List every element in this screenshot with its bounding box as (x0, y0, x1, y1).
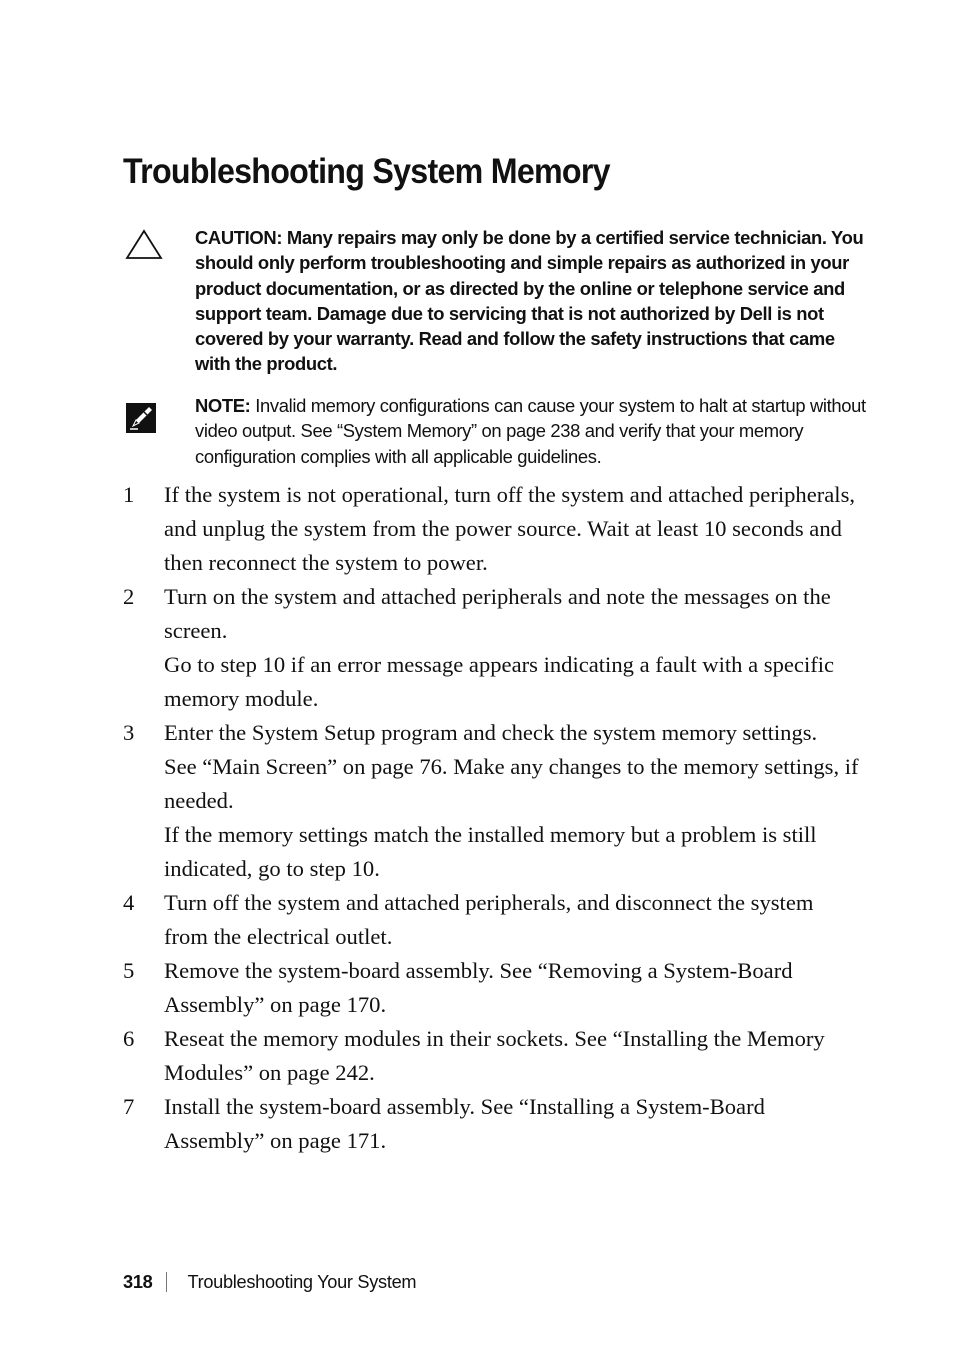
step-number: 2 (123, 584, 135, 609)
step-number: 1 (123, 482, 135, 507)
footer-section-title: Troubleshooting Your System (187, 1272, 417, 1292)
caution-text: CAUTION: Many repairs may only be done by a certified service technician. You should only perform troubleshooting and simple repairs as authorized in your product documentation, or as directed by the online or telephone service and support team. Damage due to servicing that is not authorized by Dell is not covered by your warranty. Read and follow the safety instructions that came with the product. (195, 227, 864, 375)
step-number: 6 (123, 1026, 135, 1051)
step-paragraph: Turn off the system and attached peripherals, and disconnect the system from the electrical outlet. (164, 890, 814, 949)
step-paragraph: Reseat the memory modules in their sockets. See “Installing the Memory Modules” on page 242. (164, 1026, 825, 1085)
step-item (120, 716, 860, 886)
step-paragraph: See “Main Screen” on page 76. Make any changes to the memory settings, if needed. (164, 754, 859, 813)
step-number: 4 (123, 890, 135, 915)
step-item (120, 478, 860, 580)
step-paragraph: Turn on the system and attached peripherals and note the messages on the screen. (164, 584, 831, 643)
caution-triangle-icon (124, 228, 164, 268)
footer-separator (166, 1272, 167, 1292)
note-text (195, 393, 867, 469)
step-paragraph: If the system is not operational, turn off the system and attached peripherals, and unplug the system from the power source. Wait at least 10 seconds and then reconnect the system to power. (164, 482, 856, 575)
page-footer (123, 1272, 416, 1293)
step-paragraph: Go to step 10 if an error message appears indicating a fault with a specific memory module. (164, 652, 835, 711)
step-paragraph: Remove the system-board assembly. See “Removing a System-Board Assembly” on page 170. (164, 958, 793, 1017)
note-body: Invalid memory configurations can cause your system to halt at startup without video output. See “System Memory” on page 238 and verify that your memory configuration complies with all applicable guidelines. (195, 395, 866, 467)
step-item (120, 1090, 860, 1158)
step-number: 7 (123, 1094, 135, 1119)
steps-list (120, 478, 860, 1158)
step-item (120, 954, 860, 1022)
step-paragraph: If the memory settings match the installed memory but a problem is still indicated, go to step 10. (164, 822, 817, 881)
note-label: NOTE: (195, 395, 251, 416)
step-number: 3 (123, 720, 135, 745)
step-item (120, 1022, 860, 1090)
step-item (120, 886, 860, 954)
step-number: 5 (123, 958, 135, 983)
page-title: Troubleshooting System Memory (123, 152, 610, 191)
step-paragraph: Enter the System Setup program and check the system memory settings. (164, 720, 818, 745)
step-item (120, 580, 860, 716)
step-paragraph: Install the system-board assembly. See “Installing a System-Board Assembly” on page 171. (164, 1094, 765, 1153)
page-number: 318 (123, 1272, 153, 1292)
note-pencil-icon (124, 401, 164, 441)
